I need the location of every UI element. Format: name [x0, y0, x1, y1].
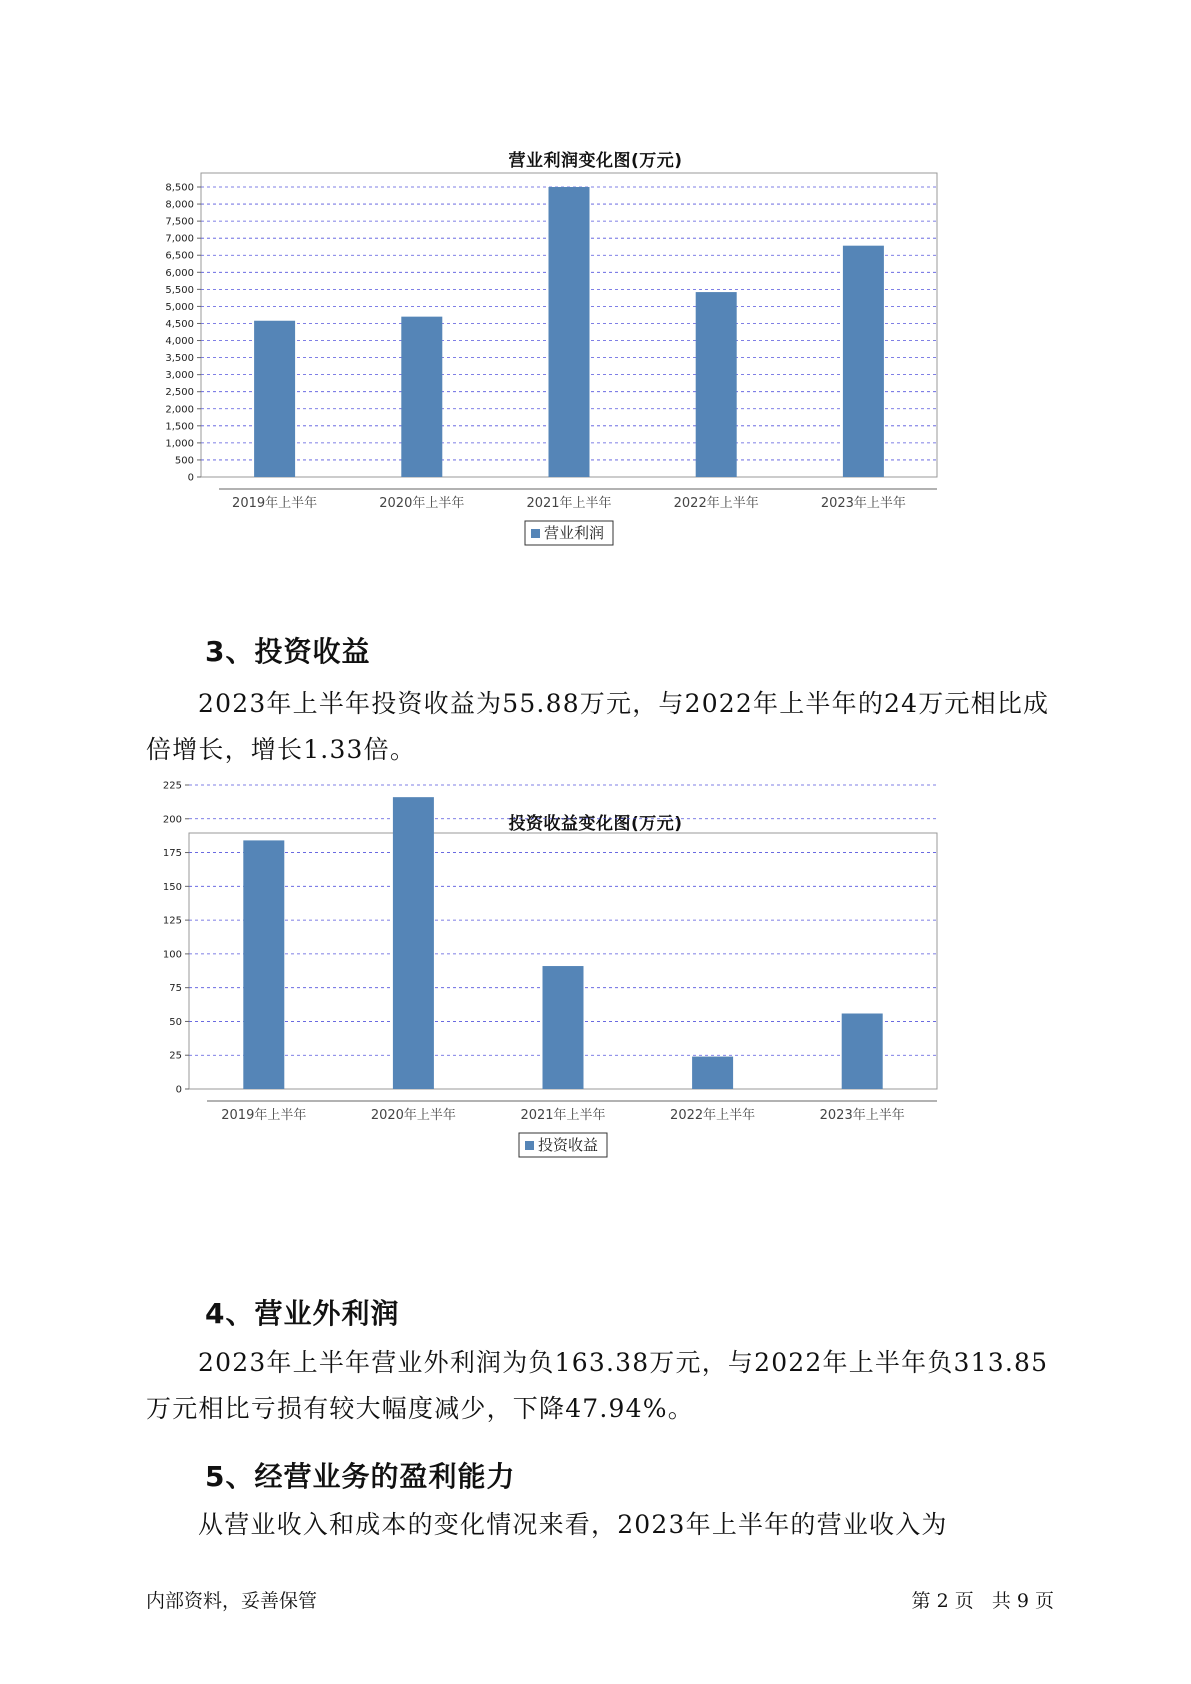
y-tick-label: 25 — [169, 1050, 182, 1062]
y-tick-label: 8,000 — [165, 199, 194, 211]
y-tick-label: 8,500 — [165, 182, 194, 194]
y-tick-label: 2,000 — [165, 404, 194, 416]
section5-heading: 5、经营业务的盈利能力 — [205, 1460, 516, 1493]
y-tick-label: 100 — [162, 949, 182, 961]
y-tick-label: 0 — [187, 472, 194, 484]
section5-paragraph: 从营业收入和成本的变化情况来看，2023年上半年的营业收入为 — [198, 1510, 948, 1539]
footer-page-number: 第 2 页 共 9 页 — [911, 1590, 1054, 1612]
legend-label: 投资收益 — [538, 1136, 599, 1154]
bar — [696, 292, 737, 477]
y-tick-label: 4,500 — [165, 318, 194, 330]
chart2-title: 投资收益变化图(万元) — [508, 814, 683, 834]
bar — [393, 797, 434, 1089]
y-tick-label: 7,000 — [165, 233, 194, 245]
x-tick-label: 2019年上半年 — [232, 496, 318, 511]
y-tick-label: 150 — [162, 881, 182, 893]
y-tick-label: 0 — [175, 1084, 182, 1096]
x-tick-label: 2021年上半年 — [526, 496, 612, 511]
y-tick-label: 225 — [162, 780, 182, 792]
bar — [843, 246, 884, 477]
y-tick-label: 200 — [162, 814, 182, 826]
x-tick-label: 2022年上半年 — [673, 496, 759, 511]
section4-paragraph: 2023年上半年营业外利润为负163.38万元，与2022年上半年负313.85万元相比亏损有较大幅度减少，下降47.94%。 — [146, 1348, 1049, 1423]
y-tick-label: 175 — [162, 848, 182, 860]
x-tick-label: 2019年上半年 — [221, 1108, 307, 1123]
y-tick-label: 6,500 — [165, 250, 194, 262]
bar — [692, 1057, 733, 1089]
y-tick-label: 1,500 — [165, 421, 194, 433]
legend-label: 营业利润 — [544, 524, 605, 542]
y-tick-label: 5,000 — [165, 301, 194, 313]
section4-heading: 4、营业外利润 — [205, 1297, 400, 1330]
y-tick-label: 4,000 — [165, 336, 194, 348]
bar — [401, 317, 442, 477]
chart1-title: 营业利润变化图(万元) — [508, 151, 683, 171]
y-tick-label: 3,000 — [165, 370, 194, 382]
y-tick-label: 50 — [169, 1016, 182, 1028]
y-tick-label: 5,500 — [165, 284, 194, 296]
x-tick-label: 2023年上半年 — [820, 496, 906, 511]
x-tick-label: 2020年上半年 — [379, 496, 465, 511]
y-tick-label: 1,000 — [165, 438, 194, 450]
operating-profit-chart — [0, 170, 1191, 600]
section3-heading: 3、投资收益 — [205, 635, 371, 668]
y-tick-label: 3,500 — [165, 353, 194, 365]
bar — [842, 1013, 883, 1089]
y-tick-label: 2,500 — [165, 387, 194, 399]
x-tick-label: 2023年上半年 — [819, 1108, 905, 1123]
y-tick-label: 6,000 — [165, 267, 194, 279]
legend-swatch — [531, 529, 540, 538]
y-tick-label: 7,500 — [165, 216, 194, 228]
legend-swatch — [525, 1141, 534, 1150]
x-tick-label: 2020年上半年 — [370, 1108, 456, 1123]
x-tick-label: 2022年上半年 — [670, 1108, 756, 1123]
section3-paragraph: 2023年上半年投资收益为55.88万元，与2022年上半年的24万元相比成倍增长，增长1.33倍。 — [146, 689, 1050, 764]
y-tick-label: 500 — [174, 455, 194, 467]
y-tick-label: 125 — [162, 915, 182, 927]
bar — [254, 321, 295, 477]
y-tick-label: 75 — [169, 983, 182, 995]
bar — [543, 966, 584, 1089]
footer-confidential-note: 内部资料，妥善保管 — [146, 1590, 318, 1612]
bar — [243, 840, 284, 1089]
bar — [549, 187, 590, 477]
x-tick-label: 2021年上半年 — [520, 1108, 606, 1123]
